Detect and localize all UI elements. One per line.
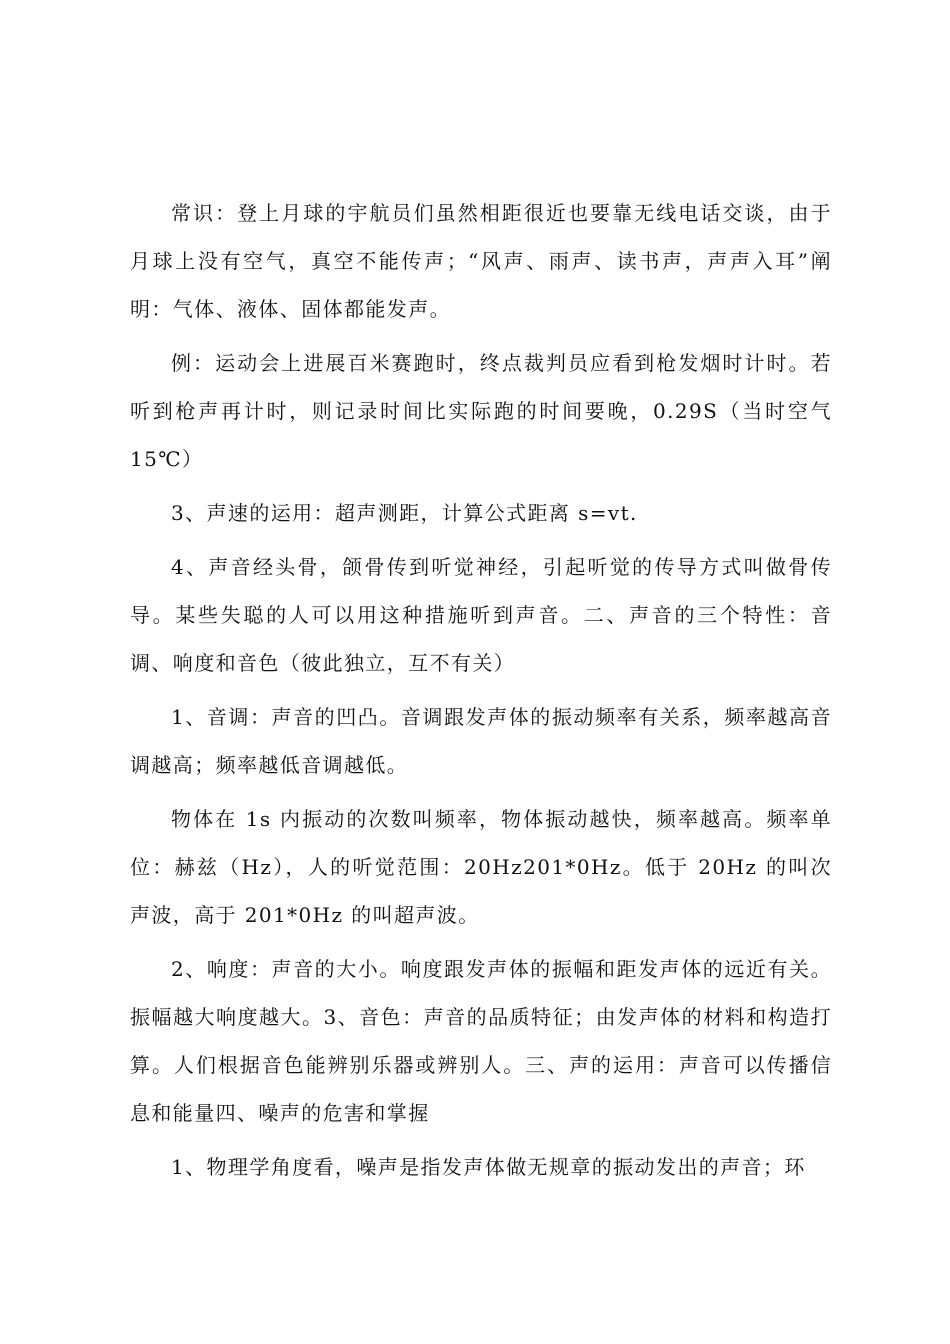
paragraph: 2、响度：声音的大小。响度跟发声体的振幅和距发声体的远近有关。振幅越大响度越大。3、音色：声音的品质特征；由发声体的材料和构造打算。人们根据音色能辨别乐器或辨别人。三、声的运用：声音可以传播信息和能量四、噪声的危害和掌握 [130, 957, 832, 1125]
paragraph: 1、物理学角度看，噪声是指发声体做无规章的振动发出的声音；环 [171, 1155, 806, 1179]
paragraph: 1、音调：声音的凹凸。音调跟发声体的振动频率有关系，频率越高音调越高；频率越低音调越低。 [130, 705, 832, 777]
paragraph: 物体在 1s 内振动的次数叫频率，物体振动越快，频率越高。频率单位：赫兹（Hz），人的听觉范围：20Hz201*0Hz。低于 20Hz 的叫次声波，高于 201*0Hz 的叫超声波。 [130, 807, 832, 927]
paragraph: 常识：登上月球的宇航员们虽然相距很近也要靠无线电话交谈，由于月球上没有空气，真空不能传声；“风声、雨声、读书声，声声入耳”阐明：气体、液体、固体都能发声。 [130, 201, 832, 321]
paragraph: 例：运动会上进展百米赛跑时，终点裁判员应看到枪发烟时计时。若听到枪声再计时，则记录时间比实际跑的时间要晚，0.29S（当时空气15℃） [130, 351, 832, 471]
document-body [130, 189, 832, 1197]
paragraph: 3、声速的运用：超声测距，计算公式距离 s=vt. [171, 501, 638, 525]
paragraph: 4、声音经头骨，颌骨传到听觉神经，引起听觉的传导方式叫做骨传导。某些失聪的人可以用这种措施听到声音。二、声音的三个特性：音调、响度和音色（彼此独立，互不有关） [130, 555, 832, 675]
